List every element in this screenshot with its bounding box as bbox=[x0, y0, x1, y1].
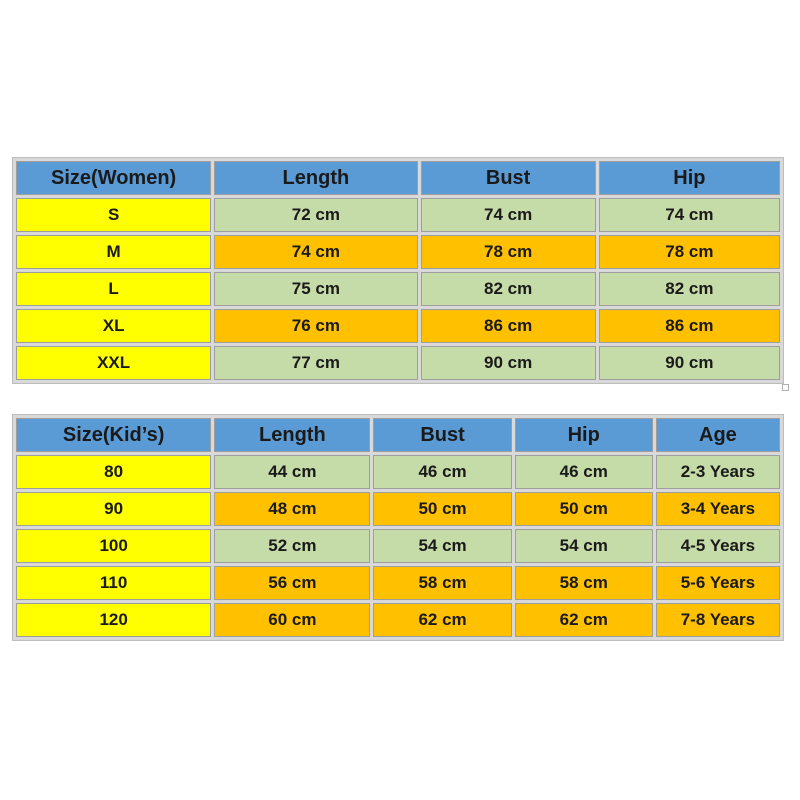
size-cell: 100 bbox=[16, 529, 211, 563]
table-header-row bbox=[16, 161, 780, 195]
header-cell-bust: Bust bbox=[373, 418, 511, 452]
header-cell-bust: Bust bbox=[421, 161, 596, 195]
hip-cell: 50 cm bbox=[515, 492, 653, 526]
table-row bbox=[16, 272, 780, 306]
hip-cell: 86 cm bbox=[599, 309, 780, 343]
table-row bbox=[16, 198, 780, 232]
table-row bbox=[16, 603, 780, 637]
age-cell: 4-5 Years bbox=[656, 529, 780, 563]
bust-cell: 58 cm bbox=[373, 566, 511, 600]
bust-cell: 54 cm bbox=[373, 529, 511, 563]
size-cell: M bbox=[16, 235, 211, 269]
hip-cell: 82 cm bbox=[599, 272, 780, 306]
kids-size-table bbox=[12, 414, 784, 641]
length-cell: 44 cm bbox=[214, 455, 370, 489]
length-cell: 60 cm bbox=[214, 603, 370, 637]
hip-cell: 58 cm bbox=[515, 566, 653, 600]
hip-cell: 74 cm bbox=[599, 198, 780, 232]
resize-handle-mark bbox=[782, 384, 789, 391]
women-size-table bbox=[12, 157, 784, 384]
age-cell: 3-4 Years bbox=[656, 492, 780, 526]
length-cell: 72 cm bbox=[214, 198, 417, 232]
size-cell: 120 bbox=[16, 603, 211, 637]
table-row bbox=[16, 529, 780, 563]
bust-cell: 78 cm bbox=[421, 235, 596, 269]
size-cell: 110 bbox=[16, 566, 211, 600]
bust-cell: 50 cm bbox=[373, 492, 511, 526]
hip-cell: 78 cm bbox=[599, 235, 780, 269]
size-cell: L bbox=[16, 272, 211, 306]
bust-cell: 62 cm bbox=[373, 603, 511, 637]
length-cell: 52 cm bbox=[214, 529, 370, 563]
header-cell-length: Length bbox=[214, 418, 370, 452]
size-cell: XXL bbox=[16, 346, 211, 380]
size-cell: XL bbox=[16, 309, 211, 343]
table-row bbox=[16, 492, 780, 526]
length-cell: 74 cm bbox=[214, 235, 417, 269]
hip-cell: 90 cm bbox=[599, 346, 780, 380]
length-cell: 56 cm bbox=[214, 566, 370, 600]
bust-cell: 90 cm bbox=[421, 346, 596, 380]
table-row bbox=[16, 235, 780, 269]
table-row bbox=[16, 346, 780, 380]
bust-cell: 86 cm bbox=[421, 309, 596, 343]
length-cell: 75 cm bbox=[214, 272, 417, 306]
bust-cell: 82 cm bbox=[421, 272, 596, 306]
length-cell: 48 cm bbox=[214, 492, 370, 526]
age-cell: 5-6 Years bbox=[656, 566, 780, 600]
table-row bbox=[16, 566, 780, 600]
header-cell-length: Length bbox=[214, 161, 417, 195]
header-cell-size: Size(Kid’s) bbox=[16, 418, 211, 452]
size-cell: 80 bbox=[16, 455, 211, 489]
header-cell-hip: Hip bbox=[599, 161, 780, 195]
table-row bbox=[16, 309, 780, 343]
size-cell: 90 bbox=[16, 492, 211, 526]
hip-cell: 54 cm bbox=[515, 529, 653, 563]
age-cell: 7-8 Years bbox=[656, 603, 780, 637]
header-cell-hip: Hip bbox=[515, 418, 653, 452]
length-cell: 77 cm bbox=[214, 346, 417, 380]
table-row bbox=[16, 455, 780, 489]
age-cell: 2-3 Years bbox=[656, 455, 780, 489]
bust-cell: 46 cm bbox=[373, 455, 511, 489]
hip-cell: 46 cm bbox=[515, 455, 653, 489]
header-cell-age: Age bbox=[656, 418, 780, 452]
hip-cell: 62 cm bbox=[515, 603, 653, 637]
table-header-row bbox=[16, 418, 780, 452]
size-cell: S bbox=[16, 198, 211, 232]
bust-cell: 74 cm bbox=[421, 198, 596, 232]
length-cell: 76 cm bbox=[214, 309, 417, 343]
header-cell-size: Size(Women) bbox=[16, 161, 211, 195]
